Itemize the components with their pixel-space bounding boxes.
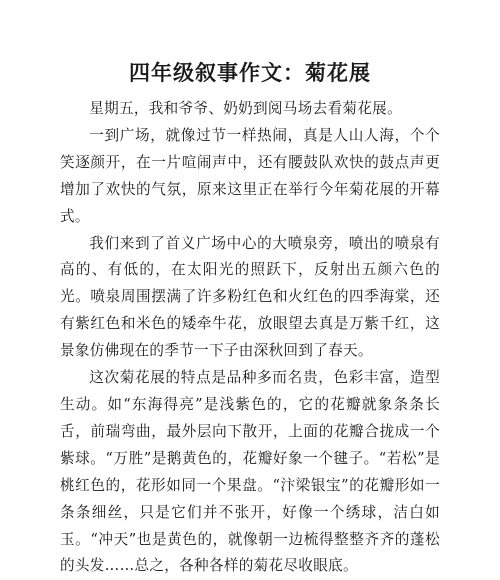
article — [60, 58, 440, 580]
article-paragraph-3: 我们来到了首义广场中心的大喷泉旁，喷出的喷泉有高的、有低的，在太阳光的照跃下，反射出五颜六色的光。喷泉周围摆满了许多粉红色和火红色的四季海棠，还有紫红色和米色的矮牵牛花，放眼望去真是万紫千红，这景象仿佛现在的季节一下子由深秋回到了春天。 — [60, 234, 440, 360]
article-paragraph-4: 这次菊花展的特点是品种多而名贵，色彩丰富，造型生动。如“东海得亮”是浅紫色的，它的花瓣就象条条长舌，前瑞弯曲，最外层向下散开，上面的花瓣合拢成一个紫球。“万胜”是鹅黄色的，花瓣好象一个毽子。“若松”是桃红色的，花形如同一个果盘。“汴梁银宝”的花瓣形如一条条细丝，只是它们并不张开，好像一个绣球，洁白如玉。“冲天”也是黄色的，就像朝一边梳得整整齐齐的蓬松的头发……总之，各种各样的菊花尽收眼底。 — [60, 369, 440, 575]
article-paragraph-1: 星期五，我和爷爷、奶奶到阅马场去看菊花展。 — [89, 100, 402, 117]
article-title: 四年级叙事作文：菊花展 — [129, 61, 371, 85]
article-paragraph-2: 一到广场，就像过节一样热闹，真是人山人海，个个笑逐颜开，在一片喧闹声中，还有腰鼓队欢快的鼓点声更增加了欢快的气氛，原来这里正在举行今年菊花展的开幕式。 — [60, 126, 440, 225]
